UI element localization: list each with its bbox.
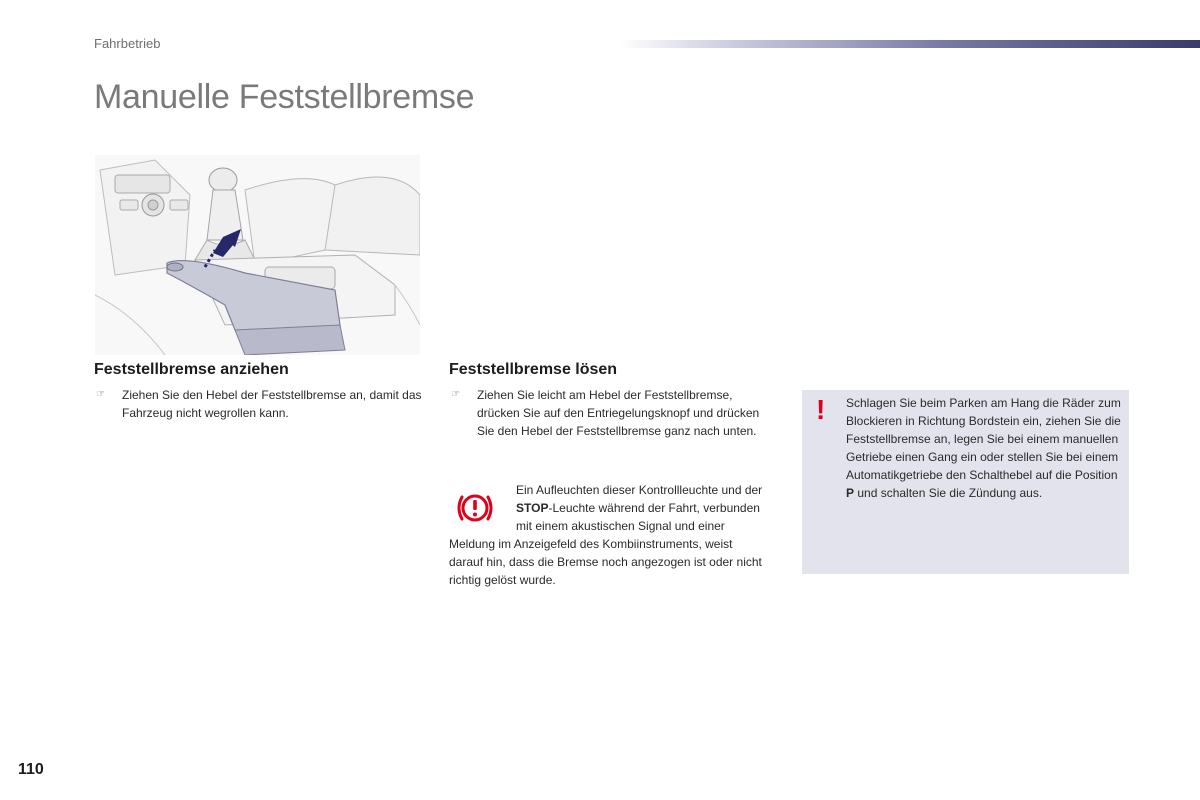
pointing-hand-icon: ☞ — [96, 389, 105, 400]
heading-apply-brake: Feststellbremse anziehen — [94, 361, 289, 378]
warning-lamp-note — [449, 481, 769, 589]
list-item — [96, 386, 426, 422]
page-title: Manuelle Feststellbremse — [94, 78, 475, 116]
header-bar — [620, 40, 1200, 48]
warning-callout — [802, 390, 1129, 574]
pointing-hand-icon: ☞ — [451, 389, 460, 400]
note-part-1: Ein Aufleuchten dieser Kontrollleuchte und der — [516, 483, 763, 497]
apply-instruction: Ziehen Sie den Hebel der Feststellbremse an, damit das Fahrzeug nicht wegrollen kann. — [122, 388, 422, 420]
callout-text — [846, 394, 1122, 502]
exclamation-icon: ! — [816, 394, 826, 425]
callout-part-2: und schalten Sie die Zündung aus. — [854, 486, 1043, 500]
release-instruction: Ziehen Sie leicht am Hebel der Feststellbremse, drücken Sie auf den Entriegelungsknopf und drücken Sie den Hebel der Feststellbremse ganz nach unten. — [477, 388, 760, 438]
stop-label: STOP — [516, 501, 549, 515]
note-part-2: -Leuchte während der Fahrt, verbunden mit einem akustischen Signal und einer Meldung im Anzeigefeld des Kombiinstruments, weist darauf hin, dass die Bremse noch angezogen ist oder nicht richtig gelöst wurde. — [449, 501, 762, 587]
parking-brake-illustration — [95, 155, 420, 355]
list-item — [451, 386, 771, 440]
section-label: Fahrbetrieb — [94, 36, 161, 51]
page-number: 110 — [18, 761, 44, 778]
position-p-label: P — [846, 486, 855, 500]
heading-release-brake: Feststellbremse lösen — [449, 361, 618, 378]
callout-part-1: Schlagen Sie beim Parken am Hang die Räder zum Blockieren in Richtung Bordstein ein, ziehen Sie die Feststellbremse an, legen Sie bei einem manuellen Getriebe einen Gang ein oder stellen Sie bei einem Automatikgetriebe den Schalthebel auf die Position — [846, 396, 1121, 482]
